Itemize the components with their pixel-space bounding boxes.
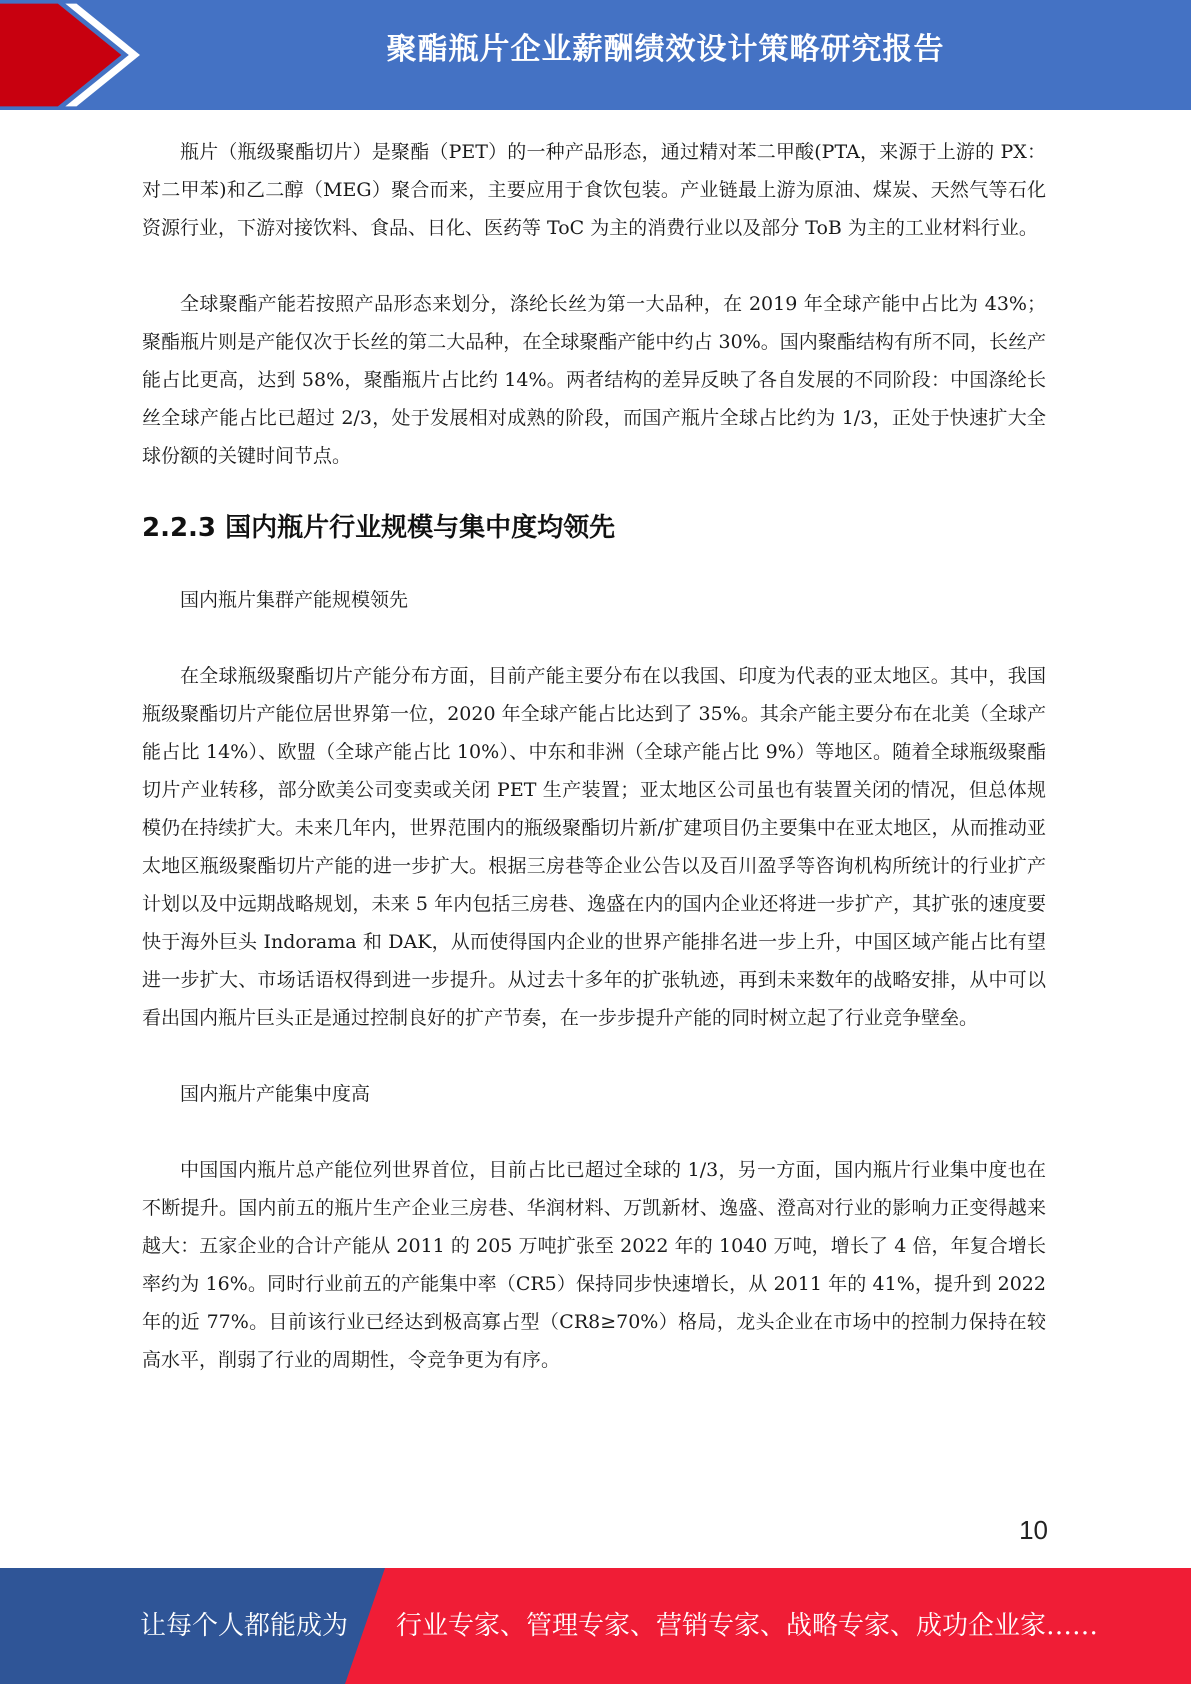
footer-slogan-left: 让每个人都能成为 <box>140 1611 349 1641</box>
report-title: 聚酯瓶片企业薪酬绩效设计策略研究报告 <box>386 32 945 67</box>
page-header <box>0 0 1191 110</box>
page-footer <box>0 1568 1191 1684</box>
paragraph-capacity-distribution: 在全球瓶级聚酯切片产能分布方面，目前产能主要分布在以我国、印度为代表的亚太地区。其中，我国瓶级聚酯切片产能位居世界第一位，2020 年全球产能占比达到了 35%。其余产能主要分布在北美（全球产能占比 14%）、欧盟（全球产能占比 10%）、中东和非洲（全球产能占比 9%）等地区。随着全球瓶级聚酯切片产业转移，部分欧美公司变卖或关闭 PET 生产装置；亚太地区公司虽也有装置关闭的情况，但总体规模仍在持续扩大。未来几年内，世界范围内的瓶级聚酯切片新/扩建项目仍主要集中在亚太地区，从而推动亚太地区瓶级聚酯切片产能的进一步扩大。根据三房巷等企业公告以及百川盈孚等咨询机构所统计的行业扩产计划以及中远期战略规划，未来 5 年内包括三房巷、逸盛在内的国内企业还将进一步扩产，其扩张的速度要快于海外巨头 Indorama 和 DAK，从而使得国内企业的世界产能排名进一步上升，中国区域产能占比有望进一步扩大、市场话语权得到进一步提升。从过去十多年的扩张轨迹，再到未来数年的战略安排，从中可以看出国内瓶片巨头正是通过控制良好的扩产节奏，在一步步提升产能的同时树立起了行业竞争壁垒。 <box>142 665 1046 1029</box>
page-body <box>142 133 1046 1379</box>
subheading-capacity-leading: 国内瓶片集群产能规模领先 <box>180 589 409 611</box>
page-number: 10 <box>1019 1515 1048 1545</box>
footer-slogan-right: 行业专家、管理专家、营销专家、战略专家、成功企业家…… <box>396 1611 1099 1641</box>
paragraph-bottle-chip-intro: 瓶片（瓶级聚酯切片）是聚酯（PET）的一种产品形态，通过精对苯二甲酸(PTA，来源于上游的 PX：对二甲苯)和乙二醇（MEG）聚合而来，主要应用于食饮包装。产业链最上游为原油、煤炭、天然气等石化资源行业，下游对接饮料、食品、日化、医药等 ToC 为主的消费行业以及部分 ToB 为主的工业材料行业。 <box>142 141 1046 239</box>
paragraph-global-capacity: 全球聚酯产能若按照产品形态来划分，涤纶长丝为第一大品种，在 2019 年全球产能中占比为 43%；聚酯瓶片则是产能仅次于长丝的第二大品种，在全球聚酯产能中约占 30%。国内聚酯结构有所不同，长丝产能占比更高，达到 58%，聚酯瓶片占比约 14%。两者结构的差异反映了各自发展的不同阶段：中国涤纶长丝全球产能占比已超过 2/3，处于发展相对成熟的阶段，而国产瓶片全球占比约为 1/3，正处于快速扩大全球份额的关键时间节点。 <box>142 293 1046 467</box>
header-arrow-decoration <box>0 0 140 110</box>
section-heading: 2.2.3 国内瓶片行业规模与集中度均领先 <box>142 513 616 543</box>
subheading-concentration: 国内瓶片产能集中度高 <box>180 1083 371 1105</box>
paragraph-concentration: 中国国内瓶片总产能位列世界首位，目前占比已超过全球的 1/3，另一方面，国内瓶片行业集中度也在不断提升。国内前五的瓶片生产企业三房巷、华润材料、万凯新材、逸盛、澄高对行业的影响力正变得越来越大：五家企业的合计产能从 2011 的 205 万吨扩张至 2022 年的 1040 万吨，增长了 4 倍，年复合增长率约为 16%。同时行业前五的产能集中率（CR5）保持同步快速增长，从 2011 年的 41%，提升到 2022 年的近 77%。目前该行业已经达到极高寡占型（CR8≥70%）格局，龙头企业在市场中的控制力保持在较高水平，削弱了行业的周期性，令竞争更为有序。 <box>142 1159 1046 1371</box>
